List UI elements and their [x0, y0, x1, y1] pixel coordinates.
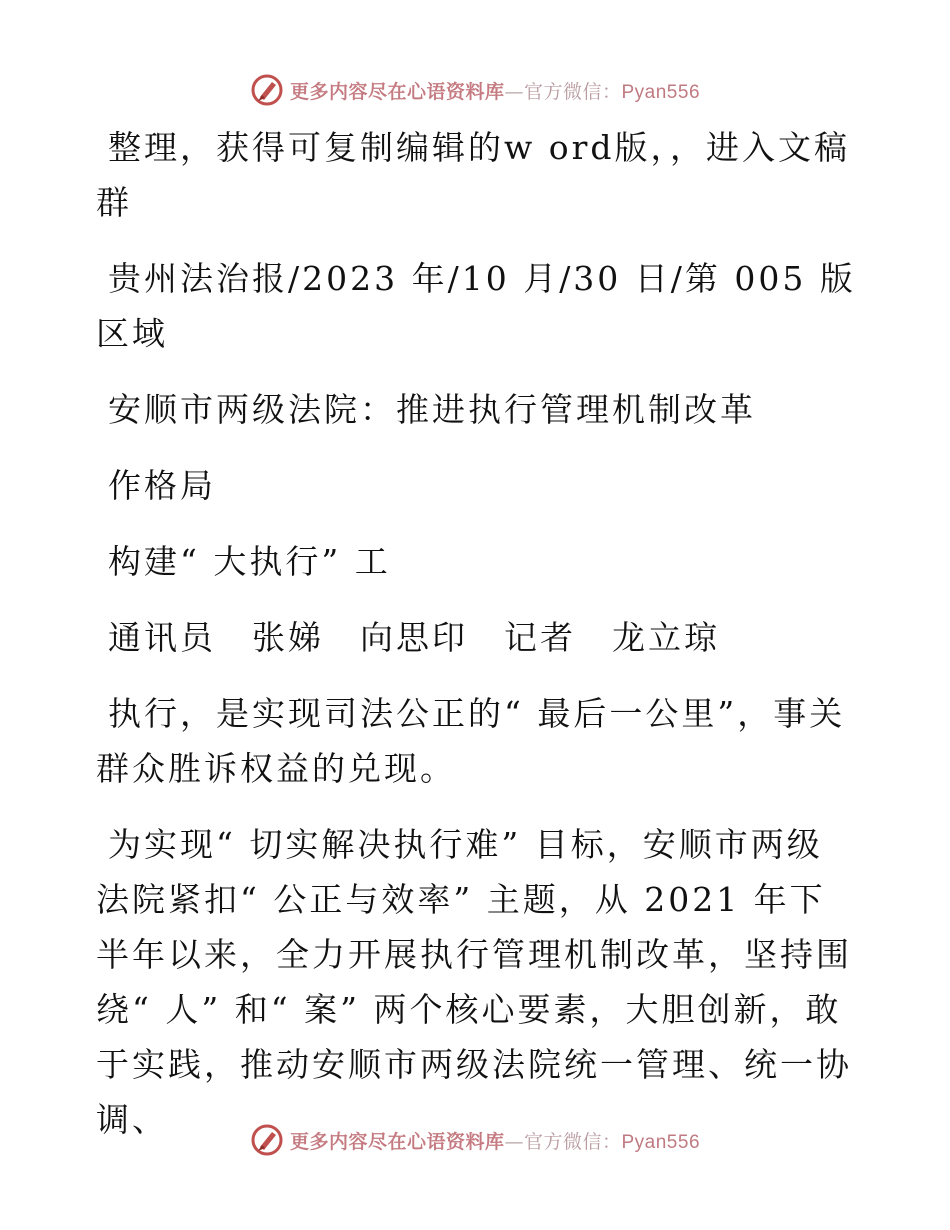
pen-logo-icon: [250, 1123, 284, 1157]
watermark-main: 更多内容尽在心语资料库: [289, 80, 505, 103]
watermark-sub: 官方微信：: [523, 1130, 622, 1153]
paragraph-headline-part: 作格局: [108, 466, 216, 505]
paragraph-intro: 整理，获得可复制编辑的w ord版，，进入文稿群: [96, 128, 851, 222]
paragraph-headline: 安顺市两级法院：推进执行管理机制改革: [108, 390, 756, 429]
watermark-text: [290, 77, 700, 104]
watermark-sub: 官方微信：: [523, 80, 622, 103]
watermark-footer: [0, 1120, 950, 1160]
document-body: [96, 120, 856, 1168]
watermark-main: 更多内容尽在心语资料库: [289, 1130, 505, 1153]
pen-logo-icon: [250, 73, 284, 107]
watermark-wechat-id: Pyan556: [621, 81, 701, 103]
watermark-text: [290, 1127, 700, 1154]
paragraph-byline: 通讯员 张娣 向思印 记者 龙立琼: [108, 618, 720, 657]
watermark-wechat-id: Pyan556: [621, 1131, 701, 1153]
paragraph-headline-part: 构建“ 大执行” 工: [108, 542, 391, 581]
watermark-dash: —: [504, 80, 524, 103]
paragraph-body: 为实现“ 切实解决执行难” 目标，安顺市两级法院紧扣“ 公正与效率” 主题，从 2021 年下半年以来，全力开展执行管理机制改革，坚持围绕“ 人” 和“ 案” 两个核心要素，大胆创新，敢于实践，推动安顺市两级法院统一管理、统一协调、: [96, 825, 852, 1139]
paragraph-body: 执行，是实现司法公正的“ 最后一公里”，事关群众胜诉权益的兑现。: [96, 694, 846, 788]
watermark-header: [0, 70, 950, 110]
watermark-dash: —: [504, 1130, 524, 1153]
paragraph-source: 贵州法治报/2023 年/10 月/30 日/第 005 版区域: [96, 259, 856, 353]
